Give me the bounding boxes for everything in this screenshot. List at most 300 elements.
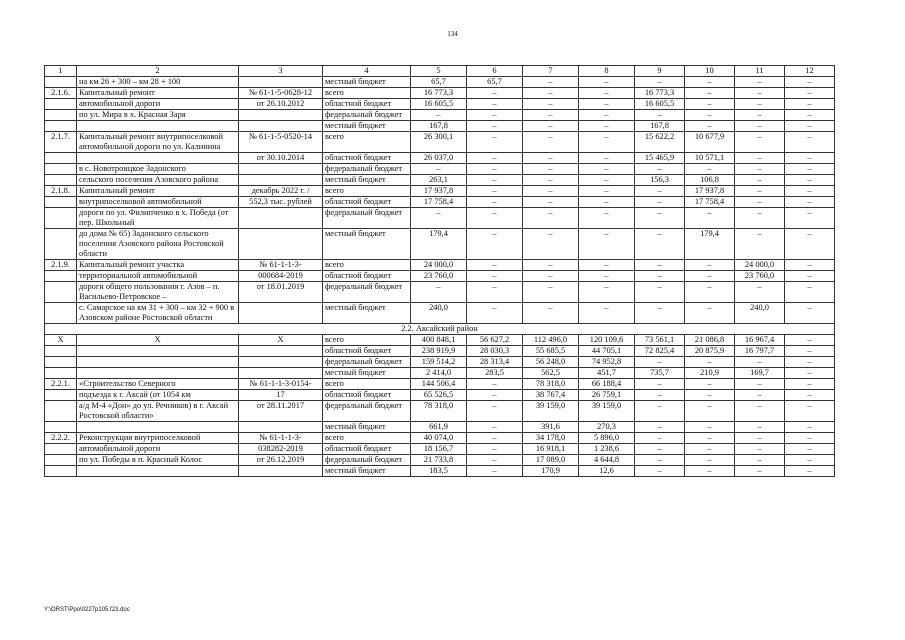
item-number-cell: 2.1.9.: [45, 260, 77, 271]
amount-cell: 170,9: [523, 466, 579, 477]
document-cell: [239, 164, 323, 175]
amount-cell: 238 919,9: [411, 346, 467, 357]
document-cell: [239, 368, 323, 379]
table-row: [45, 153, 835, 164]
table-row: [45, 110, 835, 121]
amount-cell: 735,7: [635, 368, 685, 379]
amount-cell: –: [523, 99, 579, 110]
item-number-cell: [45, 153, 77, 164]
table-row: [45, 121, 835, 132]
amount-cell: –: [735, 229, 785, 260]
amount-cell: 400 848,1: [411, 335, 467, 346]
source-cell: федеральный бюджет: [323, 110, 411, 121]
amount-cell: –: [785, 260, 835, 271]
amount-cell: 16 918,1: [523, 444, 579, 455]
amount-cell: –: [735, 455, 785, 466]
amount-cell: 10 571,1: [685, 153, 735, 164]
item-number-cell: [45, 197, 77, 208]
document-cell: [239, 422, 323, 433]
amount-cell: 183,5: [411, 466, 467, 477]
amount-cell: 26 037,0: [411, 153, 467, 164]
amount-cell: –: [635, 357, 685, 368]
document-cell: от 26.10.2012: [239, 99, 323, 110]
amount-cell: 17 089,0: [523, 455, 579, 466]
amount-cell: –: [579, 132, 635, 153]
source-cell: местный бюджет: [323, 229, 411, 260]
amount-cell: –: [785, 175, 835, 186]
amount-cell: 156,3: [635, 175, 685, 186]
amount-cell: –: [685, 121, 735, 132]
amount-cell: 21 733,8: [411, 455, 467, 466]
amount-cell: 106,8: [685, 175, 735, 186]
amount-cell: –: [579, 121, 635, 132]
object-name-cell: на км 26 + 300 – км 28 + 100: [77, 77, 239, 88]
column-number: 6: [467, 66, 523, 77]
amount-cell: –: [685, 164, 735, 175]
amount-cell: –: [467, 110, 523, 121]
amount-cell: –: [579, 164, 635, 175]
amount-cell: –: [523, 110, 579, 121]
amount-cell: –: [579, 175, 635, 186]
amount-cell: –: [735, 208, 785, 229]
amount-cell: –: [467, 208, 523, 229]
amount-cell: –: [735, 390, 785, 401]
item-number-cell: [45, 401, 77, 422]
table-row: [45, 455, 835, 466]
amount-cell: 34 178,0: [523, 433, 579, 444]
amount-cell: 661,9: [411, 422, 467, 433]
amount-cell: –: [785, 197, 835, 208]
amount-cell: 38 767,4: [523, 390, 579, 401]
amount-cell: –: [467, 282, 523, 303]
amount-cell: –: [635, 197, 685, 208]
section-title: 2.2. Аксайский район: [45, 324, 835, 335]
object-name-cell: Реконструкция внутрипоселковой: [77, 433, 239, 444]
amount-cell: –: [579, 229, 635, 260]
amount-cell: –: [735, 164, 785, 175]
source-cell: местный бюджет: [323, 422, 411, 433]
amount-cell: 16 605,5: [635, 99, 685, 110]
amount-cell: 23 760,0: [411, 271, 467, 282]
amount-cell: 451,7: [579, 368, 635, 379]
amount-cell: –: [635, 110, 685, 121]
amount-cell: –: [579, 303, 635, 324]
amount-cell: –: [579, 153, 635, 164]
source-cell: федеральный бюджет: [323, 401, 411, 422]
amount-cell: –: [523, 303, 579, 324]
amount-cell: 39 159,0: [579, 401, 635, 422]
amount-cell: 44 705,1: [579, 346, 635, 357]
amount-cell: –: [785, 121, 835, 132]
table-row: [45, 368, 835, 379]
amount-cell: –: [579, 197, 635, 208]
amount-cell: –: [685, 208, 735, 229]
table-row: [45, 303, 835, 324]
object-name-cell: а/д М-4 «Дон» до ул. Речников) в г. Аксай Ростовской области»: [77, 401, 239, 422]
amount-cell: –: [785, 455, 835, 466]
table-row: [45, 208, 835, 229]
amount-cell: –: [635, 303, 685, 324]
amount-cell: 15 622,2: [635, 132, 685, 153]
amount-cell: –: [735, 197, 785, 208]
amount-cell: –: [735, 433, 785, 444]
object-name-cell: Капитальный ремонт: [77, 186, 239, 197]
amount-cell: –: [635, 229, 685, 260]
amount-cell: 167,8: [635, 121, 685, 132]
item-number-cell: Х: [45, 335, 77, 346]
document-cell: 17: [239, 390, 323, 401]
amount-cell: 112 496,0: [523, 335, 579, 346]
document-cell: 000684-2019: [239, 271, 323, 282]
amount-cell: –: [467, 422, 523, 433]
object-name-cell: территориальной автомобильной: [77, 271, 239, 282]
amount-cell: 16 797,7: [735, 346, 785, 357]
amount-cell: –: [467, 175, 523, 186]
column-number: 1: [45, 66, 77, 77]
document-cell: от 26.12.2019: [239, 455, 323, 466]
amount-cell: 167,8: [411, 121, 467, 132]
source-cell: всего: [323, 260, 411, 271]
source-cell: федеральный бюджет: [323, 164, 411, 175]
amount-cell: 26 759,1: [579, 390, 635, 401]
amount-cell: –: [735, 77, 785, 88]
amount-cell: –: [685, 357, 735, 368]
source-cell: областной бюджет: [323, 197, 411, 208]
budget-table: [44, 65, 835, 477]
column-number: 5: [411, 66, 467, 77]
table-row: [45, 88, 835, 99]
amount-cell: 144 506,4: [411, 379, 467, 390]
amount-cell: –: [523, 282, 579, 303]
amount-cell: –: [467, 153, 523, 164]
amount-cell: –: [735, 357, 785, 368]
object-name-cell: с. Самарское на км 31 + 300 – км 32 + 900 в Азовском районе Ростовской области: [77, 303, 239, 324]
amount-cell: –: [785, 335, 835, 346]
item-number-cell: [45, 455, 77, 466]
table-row: [45, 77, 835, 88]
amount-cell: –: [467, 271, 523, 282]
amount-cell: 179,4: [411, 229, 467, 260]
amount-cell: –: [467, 433, 523, 444]
source-cell: местный бюджет: [323, 368, 411, 379]
table-row: [45, 260, 835, 271]
amount-cell: –: [579, 99, 635, 110]
amount-cell: 23 760,0: [735, 271, 785, 282]
amount-cell: 40 074,0: [411, 433, 467, 444]
item-number-cell: [45, 303, 77, 324]
table-row: [45, 99, 835, 110]
source-cell: всего: [323, 379, 411, 390]
amount-cell: 270,3: [579, 422, 635, 433]
amount-cell: 55 685,5: [523, 346, 579, 357]
document-cell: [239, 121, 323, 132]
table-row: [45, 390, 835, 401]
amount-cell: –: [579, 77, 635, 88]
amount-cell: –: [785, 346, 835, 357]
document-cell: [239, 346, 323, 357]
amount-cell: –: [635, 390, 685, 401]
item-number-cell: [45, 121, 77, 132]
amount-cell: –: [735, 379, 785, 390]
amount-cell: 24 000,0: [735, 260, 785, 271]
item-number-cell: [45, 282, 77, 303]
source-cell: областной бюджет: [323, 99, 411, 110]
item-number-cell: [45, 175, 77, 186]
amount-cell: –: [785, 132, 835, 153]
amount-cell: –: [785, 303, 835, 324]
amount-cell: 17 937,8: [685, 186, 735, 197]
column-number: 12: [785, 66, 835, 77]
source-cell: всего: [323, 335, 411, 346]
amount-cell: 16 605,5: [411, 99, 467, 110]
amount-cell: 240,0: [735, 303, 785, 324]
object-name-cell: автомобильной дороги: [77, 99, 239, 110]
amount-cell: –: [785, 164, 835, 175]
column-number: 11: [735, 66, 785, 77]
amount-cell: –: [785, 379, 835, 390]
document-cell: [239, 357, 323, 368]
object-name-cell: [77, 121, 239, 132]
object-name-cell: «Строительство Северного: [77, 379, 239, 390]
amount-cell: –: [685, 379, 735, 390]
amount-cell: 210,9: [685, 368, 735, 379]
amount-cell: –: [635, 444, 685, 455]
object-name-cell: дороги по ул. Филипченко в х. Победа (от пер. Школьный: [77, 208, 239, 229]
amount-cell: –: [579, 186, 635, 197]
item-number-cell: [45, 110, 77, 121]
amount-cell: –: [735, 153, 785, 164]
object-name-cell: Капитальный ремонт участка: [77, 260, 239, 271]
amount-cell: –: [785, 153, 835, 164]
object-name-cell: в с. Новотроицкое Задонского: [77, 164, 239, 175]
amount-cell: –: [523, 229, 579, 260]
amount-cell: 66 188,4: [579, 379, 635, 390]
amount-cell: –: [523, 164, 579, 175]
amount-cell: –: [579, 271, 635, 282]
item-number-cell: [45, 77, 77, 88]
amount-cell: –: [635, 208, 685, 229]
amount-cell: 169,7: [735, 368, 785, 379]
amount-cell: –: [635, 271, 685, 282]
object-name-cell: [77, 357, 239, 368]
table-row: [45, 379, 835, 390]
document-cell: № 61-1-1-3-0154-: [239, 379, 323, 390]
amount-cell: –: [523, 260, 579, 271]
amount-cell: –: [785, 99, 835, 110]
source-cell: федеральный бюджет: [323, 282, 411, 303]
item-number-cell: [45, 368, 77, 379]
amount-cell: 74 952,8: [579, 357, 635, 368]
item-number-cell: [45, 422, 77, 433]
amount-cell: 73 561,1: [635, 335, 685, 346]
amount-cell: –: [735, 121, 785, 132]
amount-cell: –: [523, 132, 579, 153]
document-cell: [239, 303, 323, 324]
source-cell: областной бюджет: [323, 346, 411, 357]
amount-cell: 16 773,3: [411, 88, 467, 99]
source-cell: федеральный бюджет: [323, 455, 411, 466]
column-number: 8: [579, 66, 635, 77]
amount-cell: –: [523, 88, 579, 99]
amount-cell: –: [685, 422, 735, 433]
amount-cell: –: [411, 208, 467, 229]
object-name-cell: Капитальный ремонт: [77, 88, 239, 99]
column-number: 3: [239, 66, 323, 77]
item-number-cell: [45, 357, 77, 368]
object-name-cell: дороги общего пользования г. Азов – п. Васильево-Петровское –: [77, 282, 239, 303]
item-number-cell: [45, 444, 77, 455]
table-row: [45, 175, 835, 186]
amount-cell: –: [467, 121, 523, 132]
object-name-cell: внутрипоселковой автомобильной: [77, 197, 239, 208]
amount-cell: –: [785, 444, 835, 455]
source-cell: местный бюджет: [323, 175, 411, 186]
document-cell: [239, 110, 323, 121]
object-name-cell: до дома № 65) Задонского сельского поселения Азовского района Ростовской области: [77, 229, 239, 260]
amount-cell: –: [785, 368, 835, 379]
amount-cell: –: [785, 229, 835, 260]
item-number-cell: [45, 208, 77, 229]
amount-cell: 24 000,0: [411, 260, 467, 271]
item-number-cell: [45, 466, 77, 477]
object-name-cell: [77, 346, 239, 357]
amount-cell: 39 159,0: [523, 401, 579, 422]
source-cell: всего: [323, 186, 411, 197]
amount-cell: –: [785, 77, 835, 88]
amount-cell: –: [685, 271, 735, 282]
document-cell: [239, 229, 323, 260]
amount-cell: –: [579, 208, 635, 229]
amount-cell: 65,7: [411, 77, 467, 88]
table-row: [45, 444, 835, 455]
amount-cell: –: [685, 390, 735, 401]
amount-cell: –: [523, 121, 579, 132]
amount-cell: 17 937,8: [411, 186, 467, 197]
source-cell: областной бюджет: [323, 390, 411, 401]
amount-cell: –: [635, 164, 685, 175]
amount-cell: –: [735, 466, 785, 477]
item-number-cell: [45, 346, 77, 357]
object-name-cell: Х: [77, 335, 239, 346]
source-cell: федеральный бюджет: [323, 357, 411, 368]
document-cell: [239, 208, 323, 229]
amount-cell: –: [785, 110, 835, 121]
source-cell: местный бюджет: [323, 77, 411, 88]
source-cell: местный бюджет: [323, 466, 411, 477]
amount-cell: 2 414,0: [411, 368, 467, 379]
amount-cell: –: [411, 282, 467, 303]
amount-cell: –: [467, 229, 523, 260]
table-row: [45, 164, 835, 175]
amount-cell: 72 825,4: [635, 346, 685, 357]
amount-cell: –: [735, 175, 785, 186]
source-cell: всего: [323, 132, 411, 153]
amount-cell: –: [635, 401, 685, 422]
object-name-cell: Капитальный ремонт внутрипоселковой автомобильной дороги по ул. Калинина: [77, 132, 239, 153]
amount-cell: –: [685, 88, 735, 99]
amount-cell: –: [785, 466, 835, 477]
amount-cell: 28 030,3: [467, 346, 523, 357]
amount-cell: –: [785, 271, 835, 282]
column-number: 7: [523, 66, 579, 77]
amount-cell: –: [635, 77, 685, 88]
amount-cell: 5 896,0: [579, 433, 635, 444]
document-cell: Х: [239, 335, 323, 346]
amount-cell: –: [467, 444, 523, 455]
amount-cell: –: [467, 303, 523, 324]
amount-cell: 391,6: [523, 422, 579, 433]
amount-cell: –: [685, 444, 735, 455]
document-cell: от 18.01.2019: [239, 282, 323, 303]
amount-cell: –: [685, 282, 735, 303]
amount-cell: –: [467, 401, 523, 422]
document-cell: № 61-1-1-3-: [239, 433, 323, 444]
amount-cell: –: [467, 379, 523, 390]
amount-cell: –: [523, 271, 579, 282]
amount-cell: 26 300,1: [411, 132, 467, 153]
table-row: [45, 422, 835, 433]
object-name-cell: по ул. Мира в х. Красная Заря: [77, 110, 239, 121]
amount-cell: 16 773,3: [635, 88, 685, 99]
amount-cell: –: [635, 422, 685, 433]
amount-cell: 65,7: [467, 77, 523, 88]
amount-cell: –: [785, 208, 835, 229]
amount-cell: 65 526,5: [411, 390, 467, 401]
document-cell: № 61-1-5-0520-14: [239, 132, 323, 153]
amount-cell: –: [467, 186, 523, 197]
amount-cell: –: [523, 208, 579, 229]
amount-cell: –: [785, 433, 835, 444]
amount-cell: –: [579, 110, 635, 121]
object-name-cell: [77, 153, 239, 164]
amount-cell: 56 627,2: [467, 335, 523, 346]
table-row: [45, 466, 835, 477]
document-cell: декабрь 2022 г. /: [239, 186, 323, 197]
document-cell: № 61-1-1-3-: [239, 260, 323, 271]
item-number-cell: [45, 99, 77, 110]
amount-cell: –: [635, 260, 685, 271]
column-number: 4: [323, 66, 411, 77]
item-number-cell: 2.1.7.: [45, 132, 77, 153]
amount-cell: –: [635, 379, 685, 390]
amount-cell: –: [735, 401, 785, 422]
amount-cell: –: [785, 422, 835, 433]
amount-cell: 15 465,9: [635, 153, 685, 164]
amount-cell: –: [635, 282, 685, 303]
amount-cell: –: [685, 77, 735, 88]
source-cell: всего: [323, 433, 411, 444]
amount-cell: 263,1: [411, 175, 467, 186]
amount-cell: –: [635, 455, 685, 466]
amount-cell: –: [467, 164, 523, 175]
source-cell: федеральный бюджет: [323, 208, 411, 229]
amount-cell: –: [685, 466, 735, 477]
amount-cell: –: [685, 455, 735, 466]
file-path: Y:\ORST\Ppo\0227p105.f23.doc: [44, 607, 130, 613]
document-cell: [239, 77, 323, 88]
item-number-cell: 2.2.1.: [45, 379, 77, 390]
amount-cell: –: [467, 99, 523, 110]
amount-cell: 18 156,7: [411, 444, 467, 455]
item-number-cell: 2.1.6.: [45, 88, 77, 99]
table-row: [45, 282, 835, 303]
section-row: [45, 324, 835, 335]
amount-cell: 240,0: [411, 303, 467, 324]
amount-cell: –: [785, 186, 835, 197]
amount-cell: –: [579, 88, 635, 99]
amount-cell: –: [785, 357, 835, 368]
amount-cell: –: [685, 110, 735, 121]
